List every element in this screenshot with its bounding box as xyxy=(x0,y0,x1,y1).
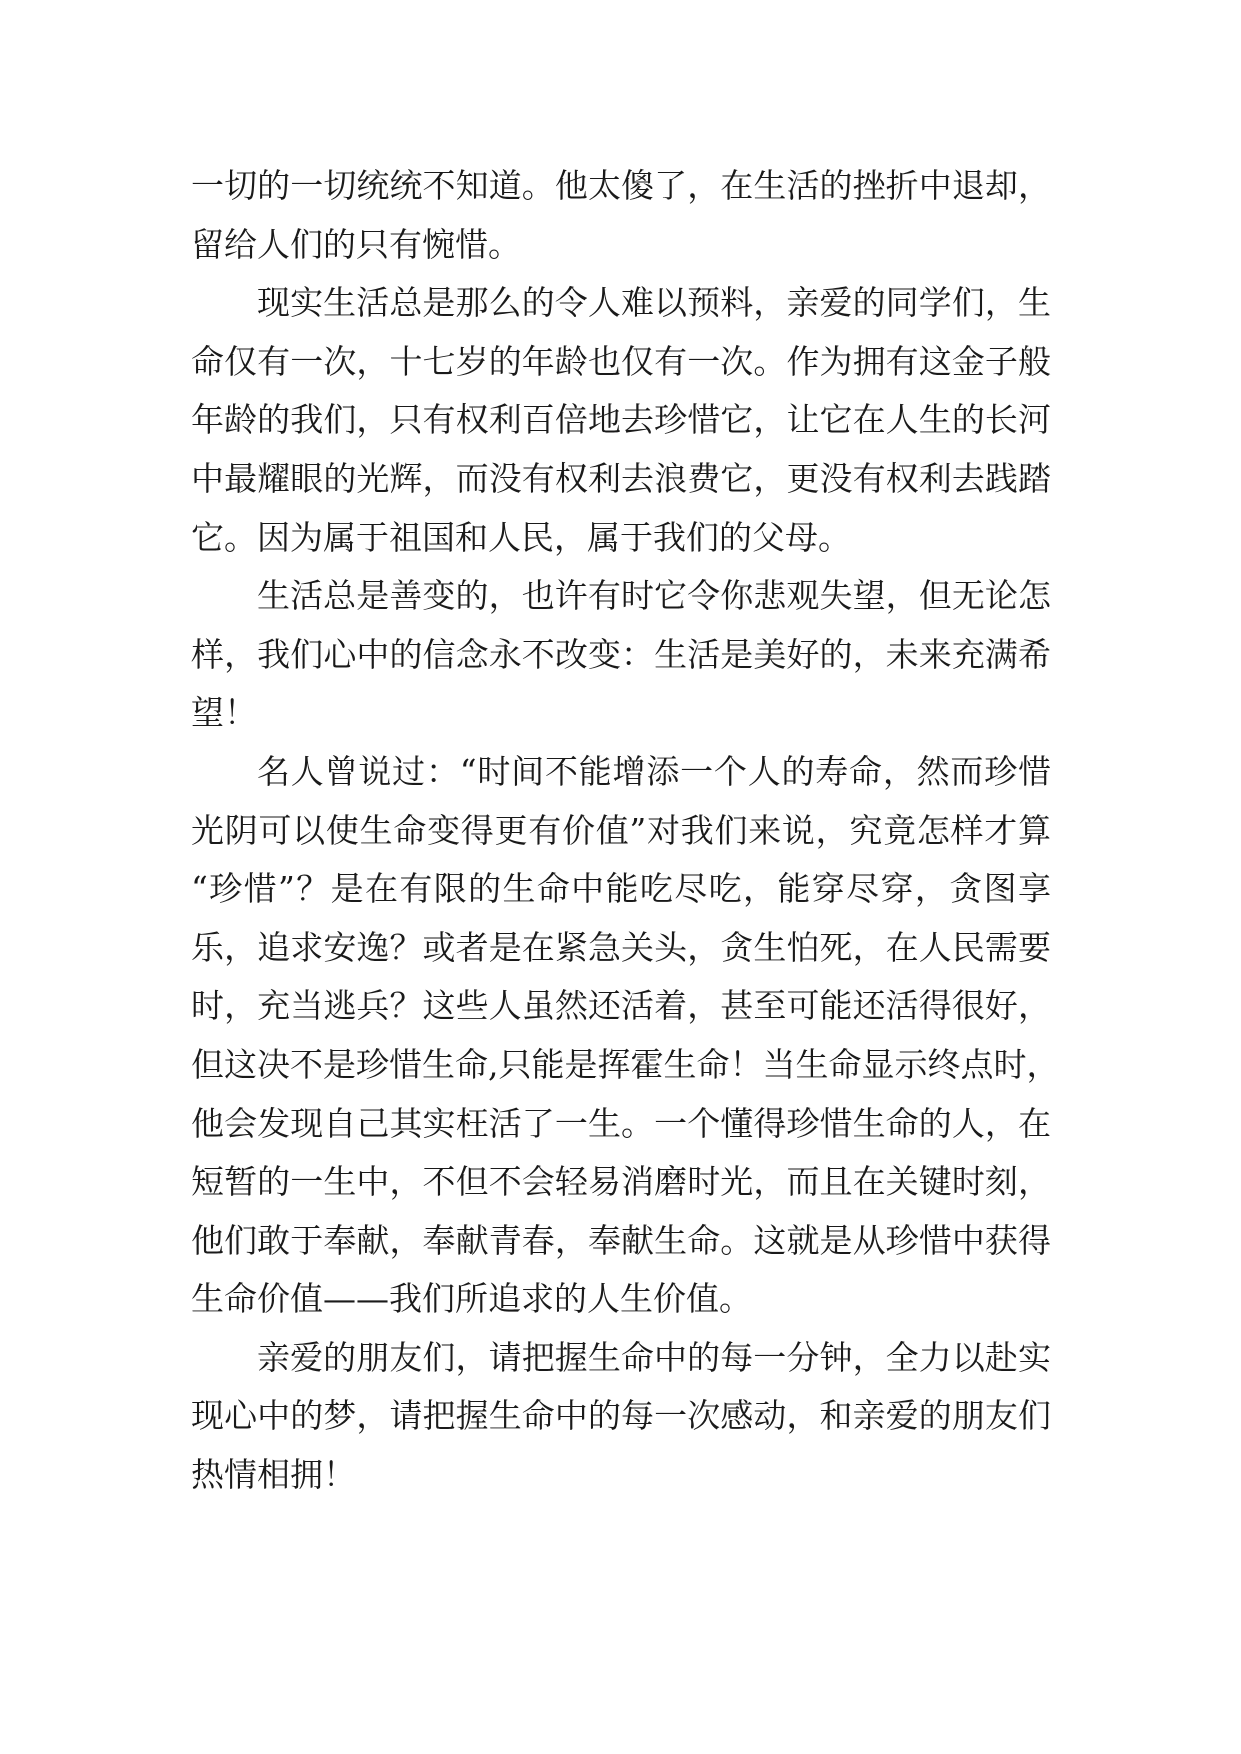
text-line: 时，充当逃兵？这些人虽然还活着，甚至可能还活得很好， xyxy=(191,986,1051,1026)
text-line: 他会发现自己其实枉活了一生。一个懂得珍惜生命的人，在 xyxy=(191,1103,1051,1143)
text-line: 望！ xyxy=(191,693,257,733)
text-line: 生活总是善变的，也许有时它令你悲观失望，但无论怎 xyxy=(257,576,1051,616)
text-line: 样，我们心中的信念永不改变：生活是美好的，未来充满希 xyxy=(191,634,1051,674)
text-line: 命仅有一次，十七岁的年龄也仅有一次。作为拥有这金子般 xyxy=(191,341,1051,381)
text-line: 生命价值——我们所追求的人生价值。 xyxy=(191,1279,752,1319)
text-line: 名人曾说过：“时间不能增添一个人的寿命，然而珍惜 xyxy=(257,751,1051,791)
text-line: 亲爱的朋友们，请把握生命中的每一分钟，全力以赴实 xyxy=(257,1337,1051,1377)
text-line: 乐，追求安逸？或者是在紧急关头，贪生怕死，在人民需要 xyxy=(191,927,1051,967)
text-line: 他们敢于奉献，奉献青春，奉献生命。这就是从珍惜中获得 xyxy=(191,1220,1051,1260)
text-line: 年龄的我们，只有权利百倍地去珍惜它，让它在人生的长河 xyxy=(191,400,1051,440)
text-line: 热情相拥！ xyxy=(191,1455,356,1495)
text-line: 短暂的一生中，不但不会轻易消磨时光，而且在关键时刻， xyxy=(191,1162,1051,1202)
text-line: 光阴可以使生命变得更有价值”对我们来说，究竟怎样才算 xyxy=(191,810,1051,850)
text-line: 它。因为属于祖国和人民，属于我们的父母。 xyxy=(191,517,851,557)
text-line: 现实生活总是那么的令人难以预料，亲爱的同学们，生 xyxy=(257,283,1051,323)
text-line: “珍惜”？是在有限的生命中能吃尽吃，能穿尽穿，贪图享 xyxy=(191,869,1051,909)
text-line: 现心中的梦，请把握生命中的每一次感动，和亲爱的朋友们 xyxy=(191,1396,1051,1436)
body-text xyxy=(191,157,1060,1505)
text-line: 但这决不是珍惜生命,只能是挥霍生命！当生命显示终点时， xyxy=(191,1044,1060,1084)
text-line: 一切的一切统统不知道。他太傻了，在生活的挫折中退却， xyxy=(191,166,1051,205)
text-line: 中最耀眼的光辉，而没有权利去浪费它，更没有权利去践踏 xyxy=(191,458,1051,498)
text-line: 留给人们的只有惋惜。 xyxy=(191,224,521,264)
